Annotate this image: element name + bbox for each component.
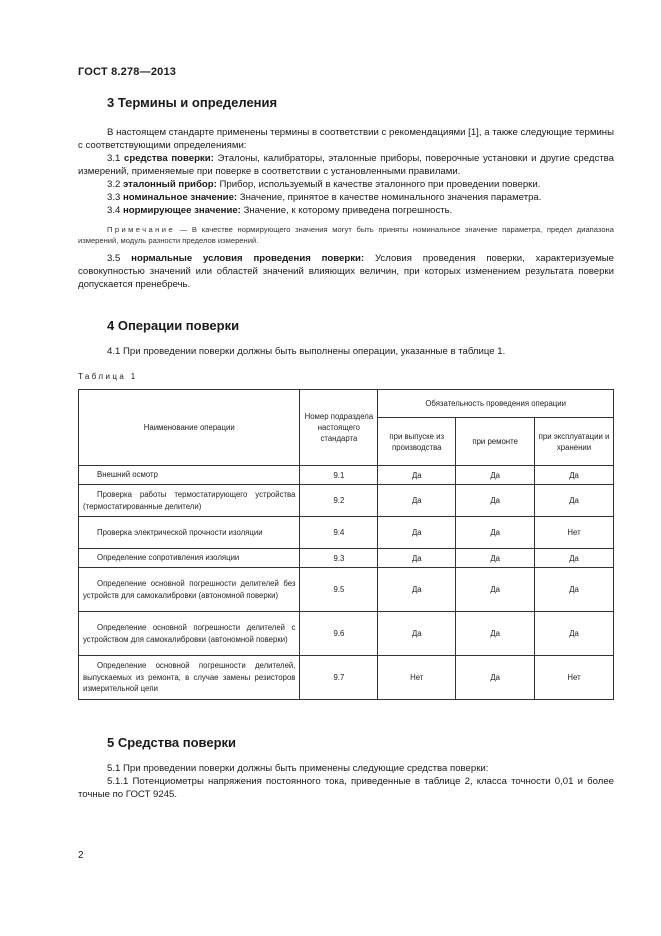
subsection-number: 9.7 bbox=[300, 656, 378, 700]
term-name: нормальные условия проведения поверки: bbox=[131, 253, 365, 264]
term-number: 3.5 bbox=[107, 253, 121, 264]
section-5-title: 5 Средства поверки bbox=[107, 735, 237, 750]
subsection-number: 9.4 bbox=[300, 517, 378, 549]
header-release: при выпуске из производства bbox=[378, 418, 456, 466]
table-row bbox=[79, 466, 614, 485]
term-3-5 bbox=[78, 252, 614, 291]
use-value: Да bbox=[535, 466, 614, 485]
header-subsection-number: Номер подраздела настоящего стандарта bbox=[300, 390, 378, 466]
table-1-caption: Таблица 1 bbox=[78, 372, 138, 381]
operation-name: Определение основной погрешности делителей, выпускаемых из ремонта, в случае замены резисторов измерительной цепи bbox=[79, 656, 300, 700]
table-1 bbox=[78, 389, 614, 700]
term-3-3 bbox=[78, 191, 614, 204]
repair-value: Да bbox=[456, 517, 535, 549]
term-number: 3.1 bbox=[107, 153, 121, 164]
note-text: — В качестве нормирующего значения могут быть приняты номинальное значение параметра, предел диапазона измерений, модуль разности пределов измерений. bbox=[78, 225, 614, 245]
release-value: Да bbox=[378, 568, 456, 612]
term-definition: Эталоны, калибраторы, эталонные приборы, поверочные установки и другие средства измерений, применяемые при поверке в соответствии с установленными правилами. bbox=[78, 153, 614, 177]
use-value: Да bbox=[535, 549, 614, 568]
operation-name: Определение основной погрешности делителей с устройством для самокалибровки (автономной поверки) bbox=[79, 612, 300, 656]
header-obligation-group: Обязательность проведения операции bbox=[378, 390, 614, 418]
paragraph-5-1-1: 5.1.1 Потенциометры напряжения постоянного тока, приведенные в таблице 2, класса точности 0,01 и более точные по ГОСТ 9245. bbox=[78, 776, 614, 800]
section-3-intro: В настоящем стандарте применены термины в соответствии с рекомендациями [1], а также следующие термины с соответствующими определениями: bbox=[78, 127, 614, 151]
note-3 bbox=[78, 224, 614, 246]
release-value: Да bbox=[378, 485, 456, 517]
repair-value: Да bbox=[456, 549, 535, 568]
header-repair: при ремонте bbox=[456, 418, 535, 466]
term-3-1 bbox=[78, 152, 614, 178]
standard-header: ГОСТ 8.278—2013 bbox=[78, 66, 177, 78]
term-3-4 bbox=[78, 204, 614, 217]
term-name: номинальное значение: bbox=[123, 192, 238, 203]
operation-name: Определение основной погрешности делителей без устройств для самокалибровки (автономной поверки) bbox=[79, 568, 300, 612]
repair-value: Да bbox=[456, 612, 535, 656]
subsection-number: 9.5 bbox=[300, 568, 378, 612]
term-3-2 bbox=[78, 178, 614, 191]
term-name: средства поверки: bbox=[124, 153, 214, 164]
header-operation-use: при эксплуатации и хранении bbox=[535, 418, 614, 466]
operation-name: Проверка электрической прочности изоляции bbox=[79, 517, 300, 549]
operation-name: Проверка работы термостатирующего устройства (термостатированные делители) bbox=[79, 485, 300, 517]
term-definition: Значение, к которому приведена погрешность. bbox=[243, 205, 453, 216]
use-value: Нет bbox=[535, 656, 614, 700]
section-4-intro: 4.1 При проведении поверки должны быть выполнены операции, указанные в таблице 1. bbox=[107, 346, 506, 357]
note-label: Примечание bbox=[107, 225, 175, 234]
use-value: Да bbox=[535, 485, 614, 517]
operation-name: Определение сопротивления изоляции bbox=[79, 549, 300, 568]
section-4-title: 4 Операции поверки bbox=[107, 318, 240, 333]
page-number: 2 bbox=[78, 850, 84, 861]
term-name: нормирующее значение: bbox=[123, 205, 241, 216]
use-value: Да bbox=[535, 612, 614, 656]
table-row bbox=[79, 568, 614, 612]
use-value: Нет bbox=[535, 517, 614, 549]
section-3-title: 3 Термины и определения bbox=[107, 95, 278, 110]
subsection-number: 9.3 bbox=[300, 549, 378, 568]
paragraph-5-1: 5.1 При проведении поверки должны быть применены следующие средства поверки: bbox=[107, 763, 489, 774]
table-row bbox=[79, 485, 614, 517]
repair-value: Да bbox=[456, 568, 535, 612]
term-definition: Значение, принятое в качестве номинального значения параметра. bbox=[239, 192, 542, 203]
operation-name: Внешний осмотр bbox=[79, 466, 300, 485]
term-number: 3.4 bbox=[107, 205, 121, 216]
table-row bbox=[79, 517, 614, 549]
table-row bbox=[79, 549, 614, 568]
release-value: Да bbox=[378, 549, 456, 568]
term-definition: Прибор, используемый в качестве эталонного при проведении поверки. bbox=[219, 179, 541, 190]
repair-value: Да bbox=[456, 656, 535, 700]
release-value: Да bbox=[378, 466, 456, 485]
subsection-number: 9.6 bbox=[300, 612, 378, 656]
header-operation-name: Наименование операции bbox=[79, 390, 300, 466]
release-value: Да bbox=[378, 517, 456, 549]
term-definition: Условия проведения поверки, характеризуемые совокупностью значений или областей значений влияющих величин, при которых изменением результата поверки допускается пренебречь. bbox=[78, 253, 615, 290]
term-number: 3.2 bbox=[107, 179, 121, 190]
term-name: эталонный прибор: bbox=[123, 179, 217, 190]
release-value: Да bbox=[378, 612, 456, 656]
release-value: Нет bbox=[378, 656, 456, 700]
use-value: Да bbox=[535, 568, 614, 612]
repair-value: Да bbox=[456, 485, 535, 517]
repair-value: Да bbox=[456, 466, 535, 485]
table-row bbox=[79, 612, 614, 656]
subsection-number: 9.1 bbox=[300, 466, 378, 485]
subsection-number: 9.2 bbox=[300, 485, 378, 517]
table-row bbox=[79, 656, 614, 700]
term-number: 3.3 bbox=[107, 192, 121, 203]
